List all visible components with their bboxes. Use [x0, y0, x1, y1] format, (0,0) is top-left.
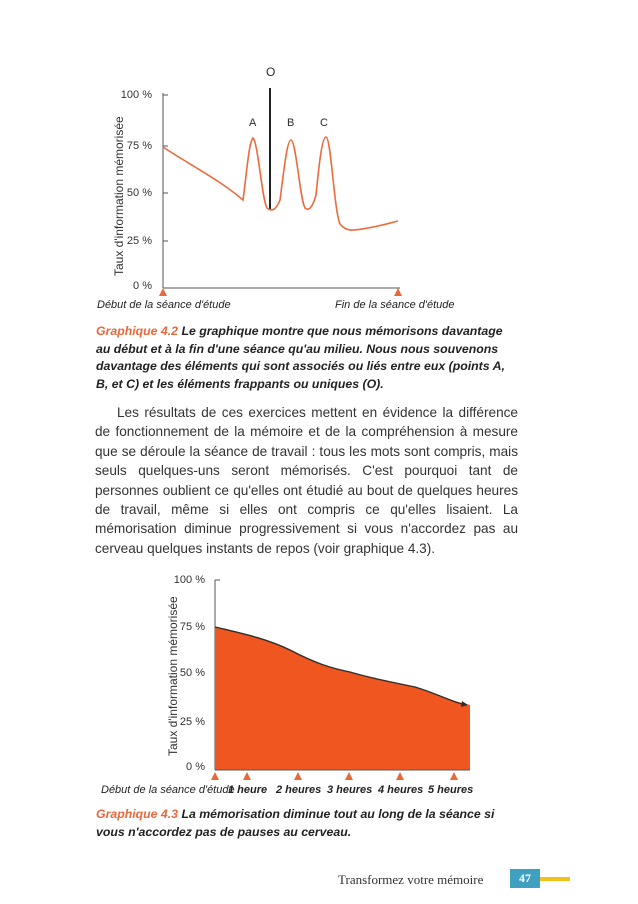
caption-text: La mémorisation diminue tout au long de la séance si vous n'accordez pas de pauses au cerveau. — [96, 807, 495, 839]
hour-1-label: 1 heure — [228, 784, 268, 796]
tick-25: 25 % — [179, 716, 205, 728]
caption-text: Le graphique montre que nous mémorisons davantage au début et à la fin d'une séance qu'au milieu. Nous nous souvenons davantage des éléments qui sont associés ou liés entre eux (points A, B, et C) et les éléments frappants ou uniques (O). — [96, 324, 505, 391]
top-label-o: O — [266, 65, 276, 79]
chart-4-2-plot — [0, 0, 638, 320]
caption-4-3 — [96, 806, 496, 841]
x-end-label: Fin de la séance d'étude — [335, 299, 455, 311]
caption-4-2 — [96, 323, 516, 393]
chart-4-3-plot — [0, 560, 638, 780]
body-paragraph: Les résultats de ces exercices mettent en évidence la différence de fonctionnement de la mémoire et de la compréhension à mesure que se déroule la séance de travail : tous les mots sont compris, mais seuls quelques-uns seront mémorisés. C'est pourquoi tant de personnes oublient ce qu'elles ont étudié au bout de quelques heures de travail, même si elles ont compris ce qu'elles lisaient. La mémorisation diminue progressivement si vous n'accordez pas au cerveau quelques instants de repos (voir graphique 4.3). — [95, 405, 518, 556]
tick-25: 25 % — [126, 235, 152, 247]
end-marker — [394, 288, 402, 296]
peak-label-a: A — [249, 117, 257, 129]
tick-75: 75 % — [179, 621, 205, 633]
hour-1-marker — [243, 772, 251, 780]
page-number: 47 — [510, 869, 540, 888]
memory-curve — [163, 137, 398, 230]
start-marker — [211, 772, 219, 780]
hour-5-label: 5 heures — [428, 784, 474, 796]
x-start-label: Début de la séance d'étude — [101, 784, 235, 796]
tick-0: 0 % — [133, 280, 152, 292]
caption-label: Graphique 4.2 — [96, 324, 179, 338]
hour-2-label: 2 heures — [276, 784, 322, 796]
peak-label-c: C — [320, 117, 328, 129]
hour-4-label: 4 heures — [378, 784, 424, 796]
tick-75: 75 % — [126, 140, 152, 152]
y-axis-label: Taux d'information mémorisée — [112, 116, 126, 276]
peak-label-b: B — [287, 117, 295, 129]
x-start-label: Début de la séance d'étude — [97, 299, 231, 311]
hour-3-marker — [345, 772, 353, 780]
tick-50: 50 % — [179, 667, 205, 679]
tick-50: 50 % — [126, 187, 152, 199]
hour-3-label: 3 heures — [327, 784, 373, 796]
tick-0: 0 % — [186, 761, 205, 773]
start-marker — [159, 288, 167, 296]
running-footer: Transformez votre mémoire — [338, 872, 484, 887]
y-axis-label: Taux d'information mémorisée — [166, 596, 180, 756]
page-strip — [540, 877, 570, 881]
tick-100: 100 % — [120, 89, 152, 101]
caption-label: Graphique 4.3 — [96, 807, 179, 821]
hour-5-marker — [450, 772, 458, 780]
memory-area — [215, 627, 470, 770]
tick-100: 100 % — [173, 574, 205, 586]
hour-2-marker — [294, 772, 302, 780]
hour-4-marker — [396, 772, 404, 780]
